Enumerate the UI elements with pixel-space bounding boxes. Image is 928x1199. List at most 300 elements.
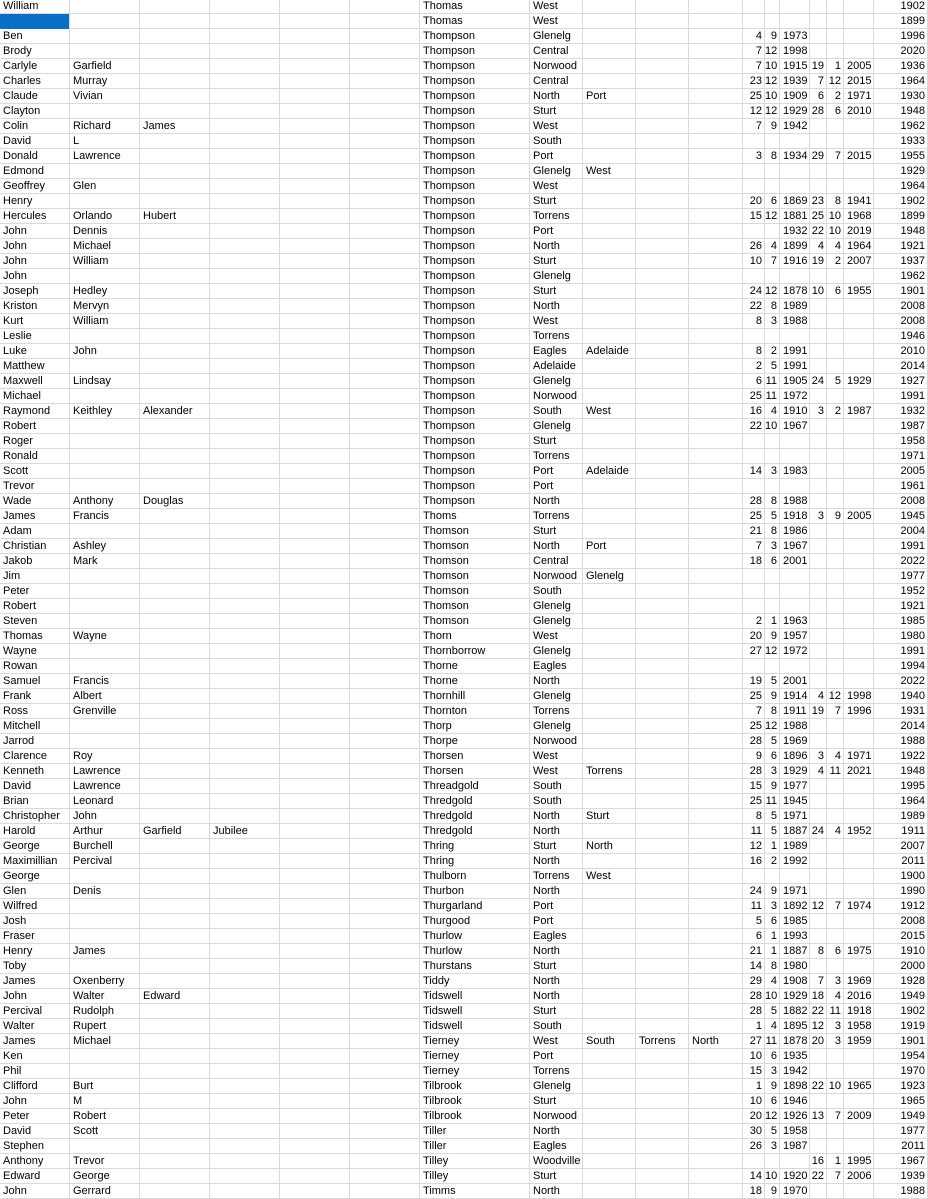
blank-cell[interactable] — [280, 1139, 350, 1154]
death-month-cell[interactable] — [827, 494, 844, 509]
birth-day-cell[interactable]: 28 — [743, 989, 765, 1004]
debut-year-cell[interactable]: 2014 — [874, 719, 928, 734]
club-2-cell[interactable] — [583, 689, 636, 704]
middle-name-cell[interactable] — [70, 569, 140, 584]
birth-month-cell[interactable]: 2 — [765, 344, 780, 359]
club-2-cell[interactable] — [583, 929, 636, 944]
debut-year-cell[interactable]: 1948 — [874, 104, 928, 119]
death-month-cell[interactable] — [827, 119, 844, 134]
birth-month-cell[interactable]: 3 — [765, 464, 780, 479]
third-name-cell[interactable] — [140, 1139, 210, 1154]
surname-cell[interactable]: Thorn — [420, 629, 530, 644]
third-name-cell[interactable] — [140, 539, 210, 554]
first-name-cell[interactable]: George — [0, 869, 70, 884]
birth-year-cell[interactable]: 1988 — [780, 494, 810, 509]
fourth-name-cell[interactable] — [210, 194, 280, 209]
club-3-cell[interactable] — [636, 149, 689, 164]
debut-year-cell[interactable]: 1988 — [874, 734, 928, 749]
debut-year-cell[interactable]: 2015 — [874, 929, 928, 944]
debut-year-cell[interactable]: 1927 — [874, 374, 928, 389]
table-row[interactable] — [0, 749, 928, 764]
debut-year-cell[interactable]: 1996 — [874, 29, 928, 44]
debut-year-cell[interactable]: 1962 — [874, 269, 928, 284]
table-row[interactable] — [0, 1139, 928, 1154]
third-name-cell[interactable] — [140, 44, 210, 59]
surname-cell[interactable]: Thompson — [420, 314, 530, 329]
death-year-cell[interactable] — [844, 884, 874, 899]
club-cell[interactable]: Norwood — [530, 569, 583, 584]
death-day-cell[interactable] — [810, 419, 827, 434]
fourth-name-cell[interactable] — [210, 419, 280, 434]
table-row[interactable] — [0, 419, 928, 434]
blank-cell[interactable] — [350, 479, 420, 494]
death-month-cell[interactable] — [827, 884, 844, 899]
death-day-cell[interactable]: 25 — [810, 209, 827, 224]
death-month-cell[interactable]: 7 — [827, 1109, 844, 1124]
table-row[interactable] — [0, 269, 928, 284]
birth-year-cell[interactable]: 1972 — [780, 389, 810, 404]
club-cell[interactable]: Torrens — [530, 1064, 583, 1079]
blank-cell[interactable] — [350, 569, 420, 584]
first-name-cell[interactable]: Wilfred — [0, 899, 70, 914]
debut-year-cell[interactable]: 1899 — [874, 209, 928, 224]
middle-name-cell[interactable]: Garfield — [70, 59, 140, 74]
death-day-cell[interactable] — [810, 164, 827, 179]
table-row[interactable] — [0, 299, 928, 314]
club-cell[interactable]: Torrens — [530, 509, 583, 524]
table-row[interactable] — [0, 899, 928, 914]
death-month-cell[interactable] — [827, 164, 844, 179]
surname-cell[interactable]: Thompson — [420, 254, 530, 269]
first-name-cell[interactable]: William — [0, 0, 70, 14]
death-month-cell[interactable]: 11 — [827, 1004, 844, 1019]
surname-cell[interactable]: Thomson — [420, 524, 530, 539]
death-day-cell[interactable] — [810, 269, 827, 284]
death-month-cell[interactable] — [827, 809, 844, 824]
middle-name-cell[interactable]: Keithley — [70, 404, 140, 419]
debut-year-cell[interactable]: 2022 — [874, 674, 928, 689]
club-4-cell[interactable] — [689, 899, 743, 914]
blank-cell[interactable] — [350, 29, 420, 44]
death-day-cell[interactable] — [810, 929, 827, 944]
fourth-name-cell[interactable] — [210, 1079, 280, 1094]
debut-year-cell[interactable]: 1970 — [874, 1064, 928, 1079]
birth-day-cell[interactable]: 21 — [743, 524, 765, 539]
third-name-cell[interactable] — [140, 344, 210, 359]
death-month-cell[interactable] — [827, 539, 844, 554]
first-name-cell[interactable]: Adam — [0, 524, 70, 539]
club-cell[interactable]: Glenelg — [530, 164, 583, 179]
blank-cell[interactable] — [350, 1004, 420, 1019]
club-3-cell[interactable] — [636, 239, 689, 254]
death-month-cell[interactable] — [827, 1064, 844, 1079]
club-2-cell[interactable]: West — [583, 164, 636, 179]
third-name-cell[interactable] — [140, 164, 210, 179]
club-cell[interactable]: Torrens — [530, 869, 583, 884]
club-2-cell[interactable] — [583, 1094, 636, 1109]
death-year-cell[interactable] — [844, 494, 874, 509]
death-day-cell[interactable]: 28 — [810, 104, 827, 119]
death-day-cell[interactable] — [810, 719, 827, 734]
surname-cell[interactable]: Timms — [420, 1184, 530, 1199]
birth-month-cell[interactable] — [765, 584, 780, 599]
birth-day-cell[interactable]: 15 — [743, 779, 765, 794]
surname-cell[interactable]: Thomson — [420, 539, 530, 554]
death-month-cell[interactable]: 7 — [827, 149, 844, 164]
club-4-cell[interactable] — [689, 524, 743, 539]
club-2-cell[interactable] — [583, 449, 636, 464]
birth-month-cell[interactable]: 9 — [765, 884, 780, 899]
middle-name-cell[interactable]: George — [70, 1169, 140, 1184]
blank-cell[interactable] — [350, 1139, 420, 1154]
blank-cell[interactable] — [280, 0, 350, 14]
club-2-cell[interactable] — [583, 269, 636, 284]
birth-day-cell[interactable]: 11 — [743, 899, 765, 914]
middle-name-cell[interactable] — [70, 614, 140, 629]
third-name-cell[interactable] — [140, 359, 210, 374]
birth-year-cell[interactable]: 1985 — [780, 914, 810, 929]
birth-year-cell[interactable]: 1915 — [780, 59, 810, 74]
death-year-cell[interactable] — [844, 329, 874, 344]
birth-day-cell[interactable]: 15 — [743, 1064, 765, 1079]
birth-year-cell[interactable] — [780, 569, 810, 584]
fourth-name-cell[interactable] — [210, 314, 280, 329]
third-name-cell[interactable] — [140, 584, 210, 599]
birth-month-cell[interactable]: 6 — [765, 914, 780, 929]
middle-name-cell[interactable] — [70, 164, 140, 179]
birth-day-cell[interactable]: 9 — [743, 749, 765, 764]
blank-cell[interactable] — [350, 764, 420, 779]
birth-year-cell[interactable]: 1986 — [780, 524, 810, 539]
blank-cell[interactable] — [350, 944, 420, 959]
first-name-cell[interactable]: Leslie — [0, 329, 70, 344]
birth-year-cell[interactable]: 1887 — [780, 824, 810, 839]
club-3-cell[interactable] — [636, 329, 689, 344]
club-3-cell[interactable] — [636, 224, 689, 239]
death-year-cell[interactable] — [844, 959, 874, 974]
third-name-cell[interactable] — [140, 644, 210, 659]
birth-month-cell[interactable]: 8 — [765, 494, 780, 509]
death-month-cell[interactable] — [827, 329, 844, 344]
death-month-cell[interactable] — [827, 389, 844, 404]
birth-month-cell[interactable]: 10 — [765, 1169, 780, 1184]
blank-cell[interactable] — [350, 14, 420, 29]
club-4-cell[interactable] — [689, 134, 743, 149]
club-4-cell[interactable] — [689, 974, 743, 989]
third-name-cell[interactable] — [140, 1124, 210, 1139]
middle-name-cell[interactable]: Oxenberry — [70, 974, 140, 989]
middle-name-cell[interactable]: Orlando — [70, 209, 140, 224]
middle-name-cell[interactable] — [70, 1064, 140, 1079]
death-month-cell[interactable] — [827, 794, 844, 809]
birth-day-cell[interactable]: 11 — [743, 824, 765, 839]
middle-name-cell[interactable]: Michael — [70, 1034, 140, 1049]
death-day-cell[interactable] — [810, 0, 827, 14]
death-day-cell[interactable] — [810, 299, 827, 314]
table-row[interactable] — [0, 0, 928, 14]
fourth-name-cell[interactable] — [210, 44, 280, 59]
death-month-cell[interactable] — [827, 839, 844, 854]
debut-year-cell[interactable]: 1971 — [874, 449, 928, 464]
surname-cell[interactable]: Thornton — [420, 704, 530, 719]
birth-month-cell[interactable]: 3 — [765, 1139, 780, 1154]
birth-day-cell[interactable]: 24 — [743, 884, 765, 899]
table-row[interactable] — [0, 344, 928, 359]
death-month-cell[interactable] — [827, 644, 844, 659]
birth-month-cell[interactable] — [765, 134, 780, 149]
debut-year-cell[interactable]: 1939 — [874, 1169, 928, 1184]
club-2-cell[interactable] — [583, 509, 636, 524]
club-cell[interactable]: West — [530, 14, 583, 29]
first-name-cell[interactable]: Josh — [0, 914, 70, 929]
fourth-name-cell[interactable] — [210, 584, 280, 599]
death-day-cell[interactable] — [810, 359, 827, 374]
third-name-cell[interactable] — [140, 959, 210, 974]
middle-name-cell[interactable]: Albert — [70, 689, 140, 704]
third-name-cell[interactable] — [140, 134, 210, 149]
first-name-cell[interactable]: Ben — [0, 29, 70, 44]
first-name-cell[interactable]: Edmond — [0, 164, 70, 179]
club-2-cell[interactable] — [583, 104, 636, 119]
blank-cell[interactable] — [280, 1079, 350, 1094]
birth-day-cell[interactable] — [743, 1154, 765, 1169]
first-name-cell[interactable]: John — [0, 269, 70, 284]
debut-year-cell[interactable]: 2008 — [874, 914, 928, 929]
middle-name-cell[interactable]: Michael — [70, 239, 140, 254]
birth-month-cell[interactable]: 6 — [765, 749, 780, 764]
club-4-cell[interactable] — [689, 1094, 743, 1109]
debut-year-cell[interactable]: 1977 — [874, 1124, 928, 1139]
club-cell[interactable]: Port — [530, 464, 583, 479]
surname-cell[interactable]: Thompson — [420, 224, 530, 239]
blank-cell[interactable] — [280, 464, 350, 479]
third-name-cell[interactable] — [140, 1154, 210, 1169]
club-4-cell[interactable] — [689, 704, 743, 719]
birth-month-cell[interactable]: 6 — [765, 1049, 780, 1064]
birth-year-cell[interactable]: 1878 — [780, 284, 810, 299]
club-2-cell[interactable]: West — [583, 869, 636, 884]
birth-day-cell[interactable]: 20 — [743, 629, 765, 644]
club-cell[interactable]: Adelaide — [530, 359, 583, 374]
blank-cell[interactable] — [350, 749, 420, 764]
fourth-name-cell[interactable] — [210, 929, 280, 944]
first-name-cell[interactable]: Peter — [0, 584, 70, 599]
blank-cell[interactable] — [350, 524, 420, 539]
birth-day-cell[interactable]: 12 — [743, 104, 765, 119]
first-name-cell[interactable]: Clarence — [0, 749, 70, 764]
death-day-cell[interactable] — [810, 914, 827, 929]
birth-month-cell[interactable]: 12 — [765, 1109, 780, 1124]
table-row[interactable] — [0, 359, 928, 374]
birth-year-cell[interactable]: 1929 — [780, 104, 810, 119]
birth-year-cell[interactable]: 1989 — [780, 839, 810, 854]
death-day-cell[interactable] — [810, 1049, 827, 1064]
third-name-cell[interactable] — [140, 464, 210, 479]
club-4-cell[interactable] — [689, 1019, 743, 1034]
middle-name-cell[interactable] — [70, 434, 140, 449]
blank-cell[interactable] — [280, 899, 350, 914]
death-day-cell[interactable]: 3 — [810, 404, 827, 419]
first-name-cell[interactable]: Harold — [0, 824, 70, 839]
fourth-name-cell[interactable] — [210, 1094, 280, 1109]
club-4-cell[interactable] — [689, 884, 743, 899]
club-2-cell[interactable] — [583, 1139, 636, 1154]
club-4-cell[interactable] — [689, 239, 743, 254]
death-month-cell[interactable] — [827, 599, 844, 614]
birth-day-cell[interactable] — [743, 584, 765, 599]
birth-month-cell[interactable]: 8 — [765, 704, 780, 719]
debut-year-cell[interactable]: 1977 — [874, 569, 928, 584]
birth-year-cell[interactable]: 1967 — [780, 539, 810, 554]
club-4-cell[interactable] — [689, 389, 743, 404]
table-row[interactable] — [0, 1004, 928, 1019]
middle-name-cell[interactable] — [70, 464, 140, 479]
club-cell[interactable]: Sturt — [530, 434, 583, 449]
birth-year-cell[interactable] — [780, 434, 810, 449]
third-name-cell[interactable] — [140, 914, 210, 929]
birth-day-cell[interactable]: 8 — [743, 809, 765, 824]
fourth-name-cell[interactable] — [210, 29, 280, 44]
fourth-name-cell[interactable] — [210, 839, 280, 854]
death-year-cell[interactable] — [844, 179, 874, 194]
middle-name-cell[interactable]: Percival — [70, 854, 140, 869]
death-day-cell[interactable] — [810, 1124, 827, 1139]
club-3-cell[interactable] — [636, 374, 689, 389]
first-name-cell[interactable]: Maxwell — [0, 374, 70, 389]
birth-month-cell[interactable]: 1 — [765, 614, 780, 629]
fourth-name-cell[interactable] — [210, 149, 280, 164]
birth-day-cell[interactable]: 19 — [743, 674, 765, 689]
third-name-cell[interactable] — [140, 674, 210, 689]
club-2-cell[interactable] — [583, 254, 636, 269]
birth-year-cell[interactable]: 1958 — [780, 1124, 810, 1139]
third-name-cell[interactable] — [140, 749, 210, 764]
death-year-cell[interactable] — [844, 854, 874, 869]
club-cell[interactable]: North — [530, 89, 583, 104]
club-cell[interactable]: South — [530, 134, 583, 149]
death-year-cell[interactable] — [844, 419, 874, 434]
death-month-cell[interactable] — [827, 359, 844, 374]
death-year-cell[interactable] — [844, 554, 874, 569]
middle-name-cell[interactable] — [70, 914, 140, 929]
death-day-cell[interactable]: 24 — [810, 824, 827, 839]
birth-month-cell[interactable]: 12 — [765, 104, 780, 119]
death-year-cell[interactable] — [844, 599, 874, 614]
first-name-cell[interactable]: John — [0, 239, 70, 254]
debut-year-cell[interactable]: 1955 — [874, 149, 928, 164]
surname-cell[interactable]: Thomson — [420, 554, 530, 569]
surname-cell[interactable]: Thompson — [420, 179, 530, 194]
club-4-cell[interactable] — [689, 569, 743, 584]
birth-day-cell[interactable]: 14 — [743, 1169, 765, 1184]
table-row[interactable] — [0, 704, 928, 719]
fourth-name-cell[interactable] — [210, 944, 280, 959]
third-name-cell[interactable] — [140, 329, 210, 344]
fourth-name-cell[interactable] — [210, 869, 280, 884]
club-4-cell[interactable] — [689, 14, 743, 29]
club-3-cell[interactable] — [636, 74, 689, 89]
death-day-cell[interactable] — [810, 44, 827, 59]
table-row[interactable] — [0, 239, 928, 254]
blank-cell[interactable] — [350, 434, 420, 449]
birth-month-cell[interactable] — [765, 869, 780, 884]
death-year-cell[interactable]: 1968 — [844, 209, 874, 224]
death-year-cell[interactable] — [844, 0, 874, 14]
fourth-name-cell[interactable] — [210, 689, 280, 704]
club-3-cell[interactable] — [636, 1124, 689, 1139]
birth-month-cell[interactable]: 5 — [765, 809, 780, 824]
blank-cell[interactable] — [280, 89, 350, 104]
surname-cell[interactable]: Thomson — [420, 599, 530, 614]
middle-name-cell[interactable] — [70, 719, 140, 734]
club-3-cell[interactable] — [636, 599, 689, 614]
table-row[interactable] — [0, 179, 928, 194]
death-year-cell[interactable] — [844, 1094, 874, 1109]
middle-name-cell[interactable] — [70, 329, 140, 344]
debut-year-cell[interactable]: 1991 — [874, 644, 928, 659]
first-name-cell[interactable]: Luke — [0, 344, 70, 359]
surname-cell[interactable]: Thompson — [420, 329, 530, 344]
death-day-cell[interactable] — [810, 119, 827, 134]
first-name-cell[interactable]: David — [0, 779, 70, 794]
fourth-name-cell[interactable] — [210, 1004, 280, 1019]
surname-cell[interactable]: Thompson — [420, 494, 530, 509]
middle-name-cell[interactable]: Lawrence — [70, 149, 140, 164]
blank-cell[interactable] — [280, 479, 350, 494]
debut-year-cell[interactable]: 2005 — [874, 464, 928, 479]
club-2-cell[interactable] — [583, 824, 636, 839]
middle-name-cell[interactable]: Richard — [70, 119, 140, 134]
birth-day-cell[interactable]: 27 — [743, 644, 765, 659]
first-name-cell[interactable]: Henry — [0, 944, 70, 959]
debut-year-cell[interactable]: 1929 — [874, 164, 928, 179]
surname-cell[interactable]: Tiller — [420, 1124, 530, 1139]
death-month-cell[interactable] — [827, 314, 844, 329]
club-2-cell[interactable] — [583, 0, 636, 14]
birth-month-cell[interactable]: 2 — [765, 854, 780, 869]
debut-year-cell[interactable]: 1902 — [874, 194, 928, 209]
blank-cell[interactable] — [350, 704, 420, 719]
third-name-cell[interactable]: Edward — [140, 989, 210, 1004]
club-cell[interactable]: West — [530, 1034, 583, 1049]
club-4-cell[interactable] — [689, 674, 743, 689]
middle-name-cell[interactable] — [70, 584, 140, 599]
death-month-cell[interactable] — [827, 14, 844, 29]
first-name-cell[interactable]: Glen — [0, 884, 70, 899]
birth-day-cell[interactable]: 1 — [743, 1019, 765, 1034]
birth-day-cell[interactable]: 25 — [743, 689, 765, 704]
club-2-cell[interactable] — [583, 299, 636, 314]
fourth-name-cell[interactable] — [210, 74, 280, 89]
fourth-name-cell[interactable] — [210, 254, 280, 269]
blank-cell[interactable] — [280, 1094, 350, 1109]
club-cell[interactable]: Sturt — [530, 524, 583, 539]
club-cell[interactable]: Norwood — [530, 389, 583, 404]
birth-year-cell[interactable]: 2001 — [780, 674, 810, 689]
birth-year-cell[interactable]: 1988 — [780, 719, 810, 734]
fourth-name-cell[interactable] — [210, 374, 280, 389]
blank-cell[interactable] — [280, 854, 350, 869]
blank-cell[interactable] — [280, 539, 350, 554]
table-row[interactable] — [0, 809, 928, 824]
club-3-cell[interactable] — [636, 584, 689, 599]
death-day-cell[interactable] — [810, 884, 827, 899]
death-month-cell[interactable] — [827, 779, 844, 794]
death-year-cell[interactable]: 1998 — [844, 689, 874, 704]
death-day-cell[interactable] — [810, 449, 827, 464]
birth-day-cell[interactable]: 3 — [743, 149, 765, 164]
death-month-cell[interactable] — [827, 29, 844, 44]
